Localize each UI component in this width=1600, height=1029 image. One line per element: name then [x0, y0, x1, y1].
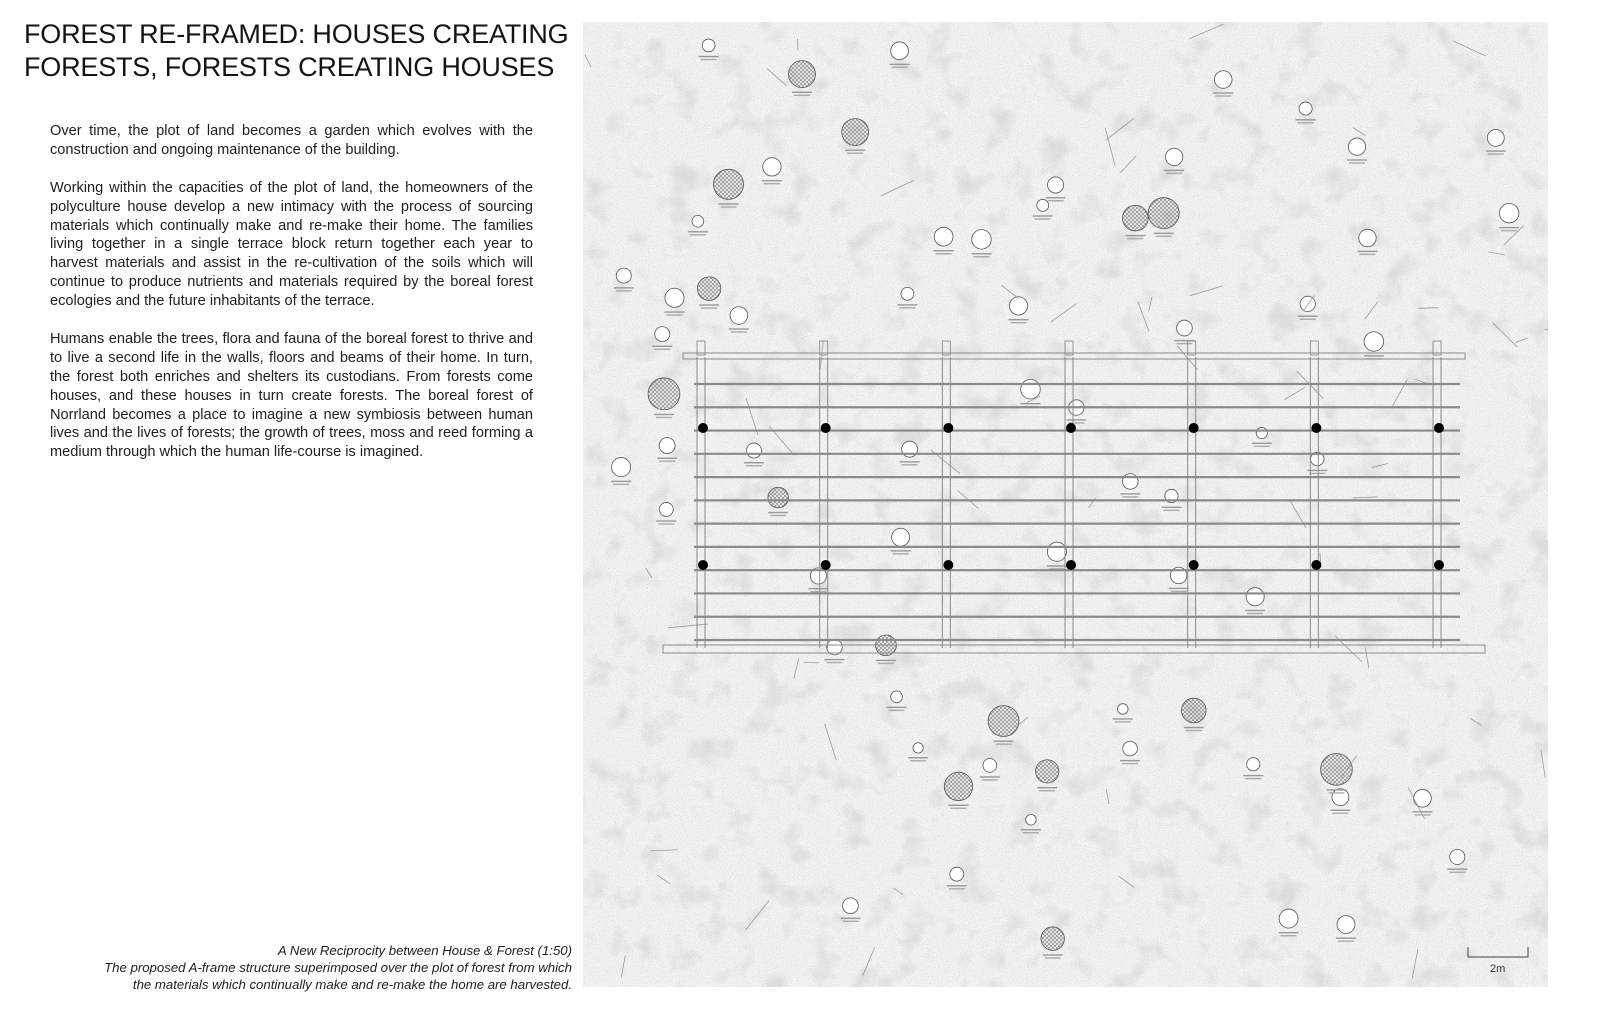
- tree-label-mark: [1359, 254, 1375, 255]
- tree-label-mark: [1296, 119, 1316, 120]
- title-line-2: FORESTS, FORESTS CREATING HOUSES: [24, 52, 555, 82]
- tree-label-mark: [1326, 789, 1346, 790]
- tree-label-mark: [996, 743, 1012, 744]
- tree-trunk-mark: [1256, 427, 1267, 438]
- tree-label-mark: [847, 153, 863, 154]
- tree-label-mark: [899, 307, 915, 308]
- tree-label-mark: [1164, 170, 1184, 171]
- tree-label-mark: [824, 659, 844, 660]
- tree-label-mark: [934, 250, 954, 251]
- tree-label-mark: [876, 660, 896, 661]
- tree-label-mark: [947, 885, 967, 886]
- tree-label-mark: [980, 776, 1000, 777]
- tree-label-mark: [721, 206, 737, 207]
- tree-label-mark: [616, 290, 632, 291]
- body-text: [50, 122, 533, 481]
- column-post: [821, 423, 831, 433]
- column-post: [698, 560, 708, 570]
- column-post: [1311, 423, 1321, 433]
- tree-trunk-mark: [891, 42, 909, 60]
- paragraph-3: Humans enable the trees, flora and fauna of the boreal forest to thrive and to live a second life in the walls, floors and beams of their home. In turn, the forest both enriches and shelters its custodians. From forests come houses, and these houses in turn create forests. The boreal forest of Norrland becomes a place to imagine a new symbiosis between human lives and the lives of forests; the growth of trees, moss and reed forming a medium through which the human life-course is imagined.: [50, 330, 533, 461]
- tree-label-mark: [1115, 721, 1131, 722]
- tree-trunk-mark: [616, 268, 631, 283]
- tree-trunk-mark: [983, 758, 997, 772]
- fallen-branch-mark: [804, 662, 819, 663]
- column-post: [943, 560, 953, 570]
- tree-trunk-mark: [665, 288, 684, 307]
- tree-label-mark: [1045, 957, 1061, 958]
- tree-trunk-mark: [901, 287, 914, 300]
- tree-trunk-mark: [1123, 741, 1138, 756]
- tree-label-mark: [770, 515, 786, 516]
- tree-label-mark: [1171, 591, 1187, 592]
- tree-label-mark: [1215, 95, 1231, 96]
- tree-label-mark: [1338, 940, 1354, 941]
- column-post: [1066, 423, 1076, 433]
- tree-trunk-mark: [934, 227, 953, 246]
- tree-label-mark: [1120, 760, 1140, 761]
- tree-trunk-mark: [659, 438, 675, 454]
- tree-label-mark: [1336, 937, 1356, 938]
- tree-label-mark: [701, 307, 717, 308]
- tree-trunk-mark: [692, 215, 704, 227]
- tree-trunk-mark: [1348, 138, 1365, 155]
- tree-label-mark: [1048, 200, 1064, 201]
- tree-label-mark: [656, 417, 672, 418]
- tree-label-mark: [845, 150, 865, 151]
- tree-label-mark: [1447, 868, 1467, 869]
- tree-label-mark: [1499, 227, 1519, 228]
- tree-trunk-mark: [1499, 203, 1518, 222]
- mother-tree-mark: [842, 119, 869, 146]
- column-post: [698, 423, 708, 433]
- tree-label-mark: [1281, 935, 1297, 936]
- tree-label-mark: [1037, 787, 1057, 788]
- tree-label-mark: [667, 314, 683, 315]
- tree-trunk-mark: [913, 743, 923, 753]
- tree-trunk-mark: [1165, 148, 1182, 165]
- tree-label-mark: [908, 757, 928, 758]
- tree-label-mark: [1046, 197, 1066, 198]
- tree-label-mark: [658, 523, 674, 524]
- tree-label-mark: [826, 662, 842, 663]
- tree-label-mark: [1213, 92, 1233, 93]
- tree-label-mark: [731, 331, 747, 332]
- mother-tree-mark: [713, 169, 743, 199]
- tree-trunk-mark: [612, 458, 631, 477]
- tree-trunk-mark: [1299, 102, 1312, 115]
- tree-trunk-mark: [1177, 320, 1193, 336]
- forest-plan-drawing: [583, 22, 1548, 987]
- tree-label-mark: [889, 710, 905, 711]
- tree-label-mark: [910, 760, 926, 761]
- tree-trunk-mark: [702, 39, 715, 52]
- tree-label-mark: [1488, 153, 1504, 154]
- tree-trunk-mark: [891, 691, 903, 703]
- mother-tree-mark: [648, 378, 680, 410]
- tree-label-mark: [1021, 829, 1041, 830]
- tree-label-mark: [887, 707, 907, 708]
- tree-label-mark: [897, 304, 917, 305]
- column-post: [1189, 560, 1199, 570]
- tree-label-mark: [840, 918, 860, 919]
- tree-label-mark: [982, 779, 998, 780]
- mother-tree-mark: [988, 706, 1019, 737]
- tree-trunk-mark: [730, 307, 748, 325]
- tree-trunk-mark: [1247, 758, 1260, 771]
- column-post: [1434, 423, 1444, 433]
- tree-trunk-mark: [1118, 704, 1129, 715]
- tree-trunk-mark: [1337, 916, 1355, 934]
- tree-trunk-mark: [1359, 229, 1376, 246]
- page-title: [24, 18, 584, 84]
- tree-label-mark: [810, 591, 826, 592]
- tree-label-mark: [654, 414, 674, 415]
- tree-trunk-mark: [763, 158, 781, 176]
- paragraph-1: Over time, the plot of land becomes a garden which evolves with the construction and ongoing maintenance of the building.: [50, 123, 533, 158]
- tree-label-mark: [1011, 322, 1027, 323]
- caption-line-2: The proposed A-frame structure superimposed over the plot of forest from which: [104, 960, 572, 975]
- tree-label-mark: [656, 520, 676, 521]
- caption-title: A New Reciprocity between House & Forest (1:50): [277, 943, 572, 958]
- tree-trunk-mark: [1123, 474, 1139, 490]
- tree-label-mark: [1122, 763, 1138, 764]
- tree-label-mark: [1245, 610, 1265, 611]
- tree-label-mark: [1449, 871, 1465, 872]
- tree-label-mark: [1298, 316, 1318, 317]
- column-post: [943, 423, 953, 433]
- tree-label-mark: [891, 550, 911, 551]
- tree-trunk-mark: [655, 327, 670, 342]
- tree-label-mark: [768, 512, 788, 513]
- tree-label-mark: [1122, 496, 1138, 497]
- tree-label-mark: [1020, 403, 1040, 404]
- tree-trunk-mark: [1364, 332, 1383, 351]
- tree-label-mark: [1166, 173, 1182, 174]
- column-post: [1189, 423, 1199, 433]
- tree-trunk-mark: [1279, 909, 1298, 928]
- tree-label-mark: [1184, 727, 1204, 728]
- tree-trunk-mark: [950, 867, 964, 881]
- tree-label-mark: [1300, 319, 1316, 320]
- tree-label-mark: [611, 481, 631, 482]
- tree-label-mark: [950, 808, 966, 809]
- tree-label-mark: [1186, 730, 1202, 731]
- mother-tree-mark: [789, 61, 816, 88]
- tree-label-mark: [1035, 218, 1051, 219]
- tree-label-mark: [900, 461, 920, 462]
- tree-label-mark: [893, 553, 909, 554]
- mother-tree-mark: [1148, 198, 1179, 229]
- tree-label-mark: [1243, 775, 1263, 776]
- tree-label-mark: [1127, 238, 1143, 239]
- mother-tree-mark: [944, 772, 972, 800]
- tree-label-mark: [1033, 215, 1053, 216]
- tree-label-mark: [1279, 932, 1299, 933]
- mother-tree-mark: [1036, 760, 1059, 783]
- tree-label-mark: [1023, 832, 1039, 833]
- tree-label-mark: [1501, 230, 1517, 231]
- column-post: [1066, 560, 1076, 570]
- tree-label-mark: [1486, 150, 1506, 151]
- tree-trunk-mark: [1009, 297, 1027, 315]
- tree-label-mark: [1309, 473, 1325, 474]
- tree-label-mark: [794, 95, 810, 96]
- tree-trunk-mark: [1246, 588, 1264, 606]
- tree-trunk-mark: [1021, 379, 1041, 399]
- tree-label-mark: [1120, 493, 1140, 494]
- tree-label-mark: [665, 311, 685, 312]
- caption-line-3: the materials which continually make and re-make the home are harvested.: [132, 977, 572, 992]
- tree-label-mark: [1176, 343, 1192, 344]
- figure-caption: [52, 942, 572, 993]
- tree-label-mark: [890, 64, 910, 65]
- tree-label-mark: [1043, 954, 1063, 955]
- tree-label-mark: [1169, 588, 1189, 589]
- tree-label-mark: [1332, 813, 1348, 814]
- tree-label-mark: [764, 183, 780, 184]
- tree-label-mark: [1247, 613, 1263, 614]
- tree-trunk-mark: [972, 230, 991, 249]
- tree-label-mark: [902, 464, 918, 465]
- tree-trunk-mark: [1047, 542, 1066, 561]
- tree-label-mark: [719, 203, 739, 204]
- tree-label-mark: [690, 234, 706, 235]
- tree-label-mark: [792, 92, 812, 93]
- plan-svg: [583, 22, 1548, 987]
- tree-trunk-mark: [1214, 71, 1232, 89]
- tree-label-mark: [744, 462, 764, 463]
- tree-label-mark: [949, 888, 965, 889]
- tree-label-mark: [1113, 718, 1133, 719]
- tree-label-mark: [1357, 251, 1377, 252]
- tree-trunk-mark: [892, 528, 910, 546]
- tree-label-mark: [1154, 233, 1174, 234]
- tree-label-mark: [936, 253, 952, 254]
- tree-trunk-mark: [1026, 814, 1037, 825]
- tree-label-mark: [842, 921, 858, 922]
- tree-label-mark: [659, 461, 675, 462]
- tree-label-mark: [892, 67, 908, 68]
- tree-trunk-mark: [1414, 789, 1432, 807]
- column-post: [1434, 560, 1444, 570]
- tree-label-mark: [701, 59, 717, 60]
- tree-label-mark: [1349, 162, 1365, 163]
- tree-trunk-mark: [1450, 849, 1465, 864]
- tree-label-mark: [1252, 443, 1272, 444]
- tree-label-mark: [1125, 235, 1145, 236]
- mother-tree-mark: [1041, 927, 1064, 950]
- mother-tree-mark: [1123, 205, 1149, 231]
- tree-label-mark: [688, 231, 708, 232]
- tree-label-mark: [746, 465, 762, 466]
- tree-label-mark: [614, 287, 634, 288]
- mother-tree-mark: [768, 487, 788, 507]
- tree-label-mark: [994, 740, 1014, 741]
- tree-label-mark: [762, 180, 782, 181]
- tree-label-mark: [699, 304, 719, 305]
- tree-trunk-mark: [843, 898, 859, 914]
- title-line-1: FOREST RE-FRAMED: HOUSES CREATING: [24, 19, 569, 49]
- tree-label-mark: [1039, 790, 1055, 791]
- tree-trunk-mark: [659, 502, 673, 516]
- tree-label-mark: [1328, 792, 1344, 793]
- tree-label-mark: [974, 256, 990, 257]
- tree-label-mark: [652, 346, 672, 347]
- column-post: [1311, 560, 1321, 570]
- column-post: [821, 560, 831, 570]
- tree-trunk-mark: [1332, 789, 1349, 806]
- tree-label-mark: [1412, 811, 1432, 812]
- tree-label-mark: [1364, 355, 1384, 356]
- mother-tree-mark: [697, 277, 720, 300]
- tree-label-mark: [729, 328, 749, 329]
- tree-label-mark: [1009, 319, 1029, 320]
- scale-bar-label: 2m: [1490, 963, 1506, 975]
- tree-label-mark: [878, 663, 894, 664]
- tree-label-mark: [1047, 565, 1067, 566]
- tree-label-mark: [1254, 446, 1270, 447]
- tree-label-mark: [1156, 236, 1172, 237]
- tree-label-mark: [699, 56, 719, 57]
- tree-trunk-mark: [1487, 129, 1504, 146]
- tree-trunk-mark: [1048, 177, 1064, 193]
- paragraph-2: Working within the capacities of the plot of land, the homeowners of the polyculture house develop a new intimacy with the process of sourcing materials which continually make and re-make their home. The families living together in a single terrace block return together each year to harvest materials and assist in the re-cultivation of the soils which will continue to produce nutrients and materials required by the boreal forest ecologies and the future inhabitants of the terrace.: [50, 179, 533, 310]
- tree-label-mark: [613, 484, 629, 485]
- tree-label-mark: [972, 253, 992, 254]
- tree-label-mark: [654, 349, 670, 350]
- tree-trunk-mark: [1300, 296, 1315, 311]
- mother-tree-mark: [1181, 698, 1206, 723]
- tree-label-mark: [1163, 510, 1179, 511]
- tree-label-mark: [948, 805, 968, 806]
- tree-label-mark: [1161, 507, 1181, 508]
- tree-trunk-mark: [747, 443, 762, 458]
- tree-label-mark: [808, 588, 828, 589]
- tree-label-mark: [1245, 778, 1261, 779]
- tree-trunk-mark: [1037, 199, 1049, 211]
- tree-label-mark: [1330, 810, 1350, 811]
- tree-label-mark: [1347, 159, 1367, 160]
- tree-label-mark: [657, 458, 677, 459]
- tree-label-mark: [1066, 419, 1086, 420]
- tree-label-mark: [1298, 122, 1314, 123]
